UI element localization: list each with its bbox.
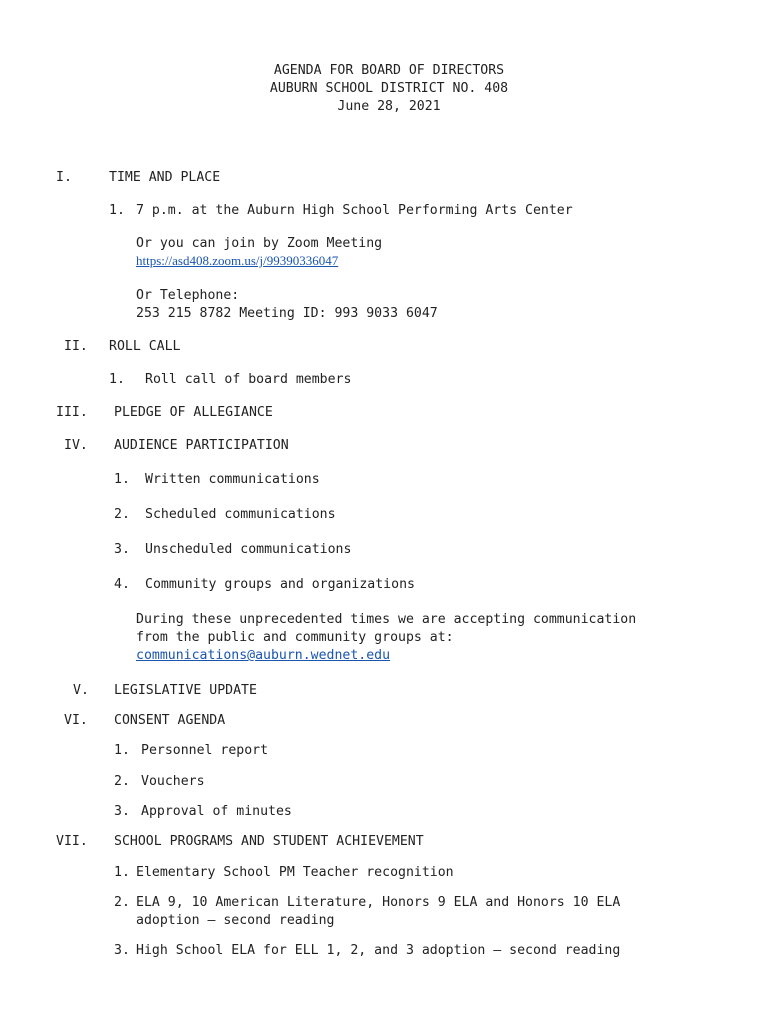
item-number: 2. — [114, 895, 130, 910]
zoom-info-text: Or you can join by Zoom Meeting — [136, 236, 383, 251]
item-number: 1. — [109, 203, 125, 218]
item-number: 1. — [114, 472, 130, 487]
item-number: 4. — [114, 577, 130, 592]
section-title: CONSENT AGENDA — [114, 713, 226, 728]
item-text: Scheduled communications — [145, 507, 336, 522]
section-numeral: VI. — [64, 713, 88, 728]
agenda-title: AGENDA FOR BOARD OF DIRECTORS — [273, 63, 505, 78]
section-title: ROLL CALL — [109, 339, 181, 354]
district-name: AUBURN SCHOOL DISTRICT NO. 408 — [269, 81, 509, 96]
item-number: 2. — [114, 774, 130, 789]
item-number: 3. — [114, 943, 130, 958]
communication-note: During these unprecedented times we are accepting communication — [136, 612, 637, 627]
communications-email-link[interactable]: communications@auburn.wednet.edu — [136, 648, 391, 663]
phone-details: 253 215 8782 Meeting ID: 993 9033 6047 — [136, 306, 438, 321]
item-text: High School ELA for ELL 1, 2, and 3 adoption – second reading — [136, 943, 621, 958]
item-text: Community groups and organizations — [145, 577, 415, 592]
section-numeral: II. — [64, 339, 88, 354]
item-number: 1. — [114, 865, 130, 880]
section-numeral: V. — [73, 683, 89, 698]
item-text: 7 p.m. at the Auburn High School Performing Arts Center — [136, 203, 573, 218]
item-text-continued: adoption – second reading — [136, 913, 335, 928]
item-text: Roll call of board members — [145, 372, 352, 387]
section-title: PLEDGE OF ALLEGIANCE — [114, 405, 273, 420]
zoom-meeting-link[interactable]: https://asd408.zoom.us/j/99390336047 — [136, 253, 339, 268]
meeting-date: June 28, 2021 — [337, 99, 441, 114]
section-title: SCHOOL PROGRAMS AND STUDENT ACHIEVEMENT — [114, 834, 424, 849]
item-text: Elementary School PM Teacher recognition — [136, 865, 454, 880]
item-number: 3. — [114, 542, 130, 557]
item-number: 1. — [114, 743, 130, 758]
item-text: Written communications — [145, 472, 320, 487]
section-numeral: IV. — [64, 438, 88, 453]
item-number: 2. — [114, 507, 130, 522]
phone-label: Or Telephone: — [136, 288, 240, 303]
item-text: Vouchers — [141, 774, 205, 789]
item-text: Approval of minutes — [141, 804, 292, 819]
item-text: Unscheduled communications — [145, 542, 352, 557]
section-numeral: VII. — [56, 834, 88, 849]
section-numeral: III. — [56, 405, 88, 420]
section-numeral: I. — [56, 170, 72, 185]
section-title: TIME AND PLACE — [109, 170, 221, 185]
section-title: AUDIENCE PARTICIPATION — [114, 438, 289, 453]
item-text: ELA 9, 10 American Literature, Honors 9 ELA and Honors 10 ELA — [136, 895, 621, 910]
section-title: LEGISLATIVE UPDATE — [114, 683, 257, 698]
item-text: Personnel report — [141, 743, 269, 758]
communication-note: from the public and community groups at: — [136, 630, 454, 645]
item-number: 3. — [114, 804, 130, 819]
item-number: 1. — [109, 372, 125, 387]
